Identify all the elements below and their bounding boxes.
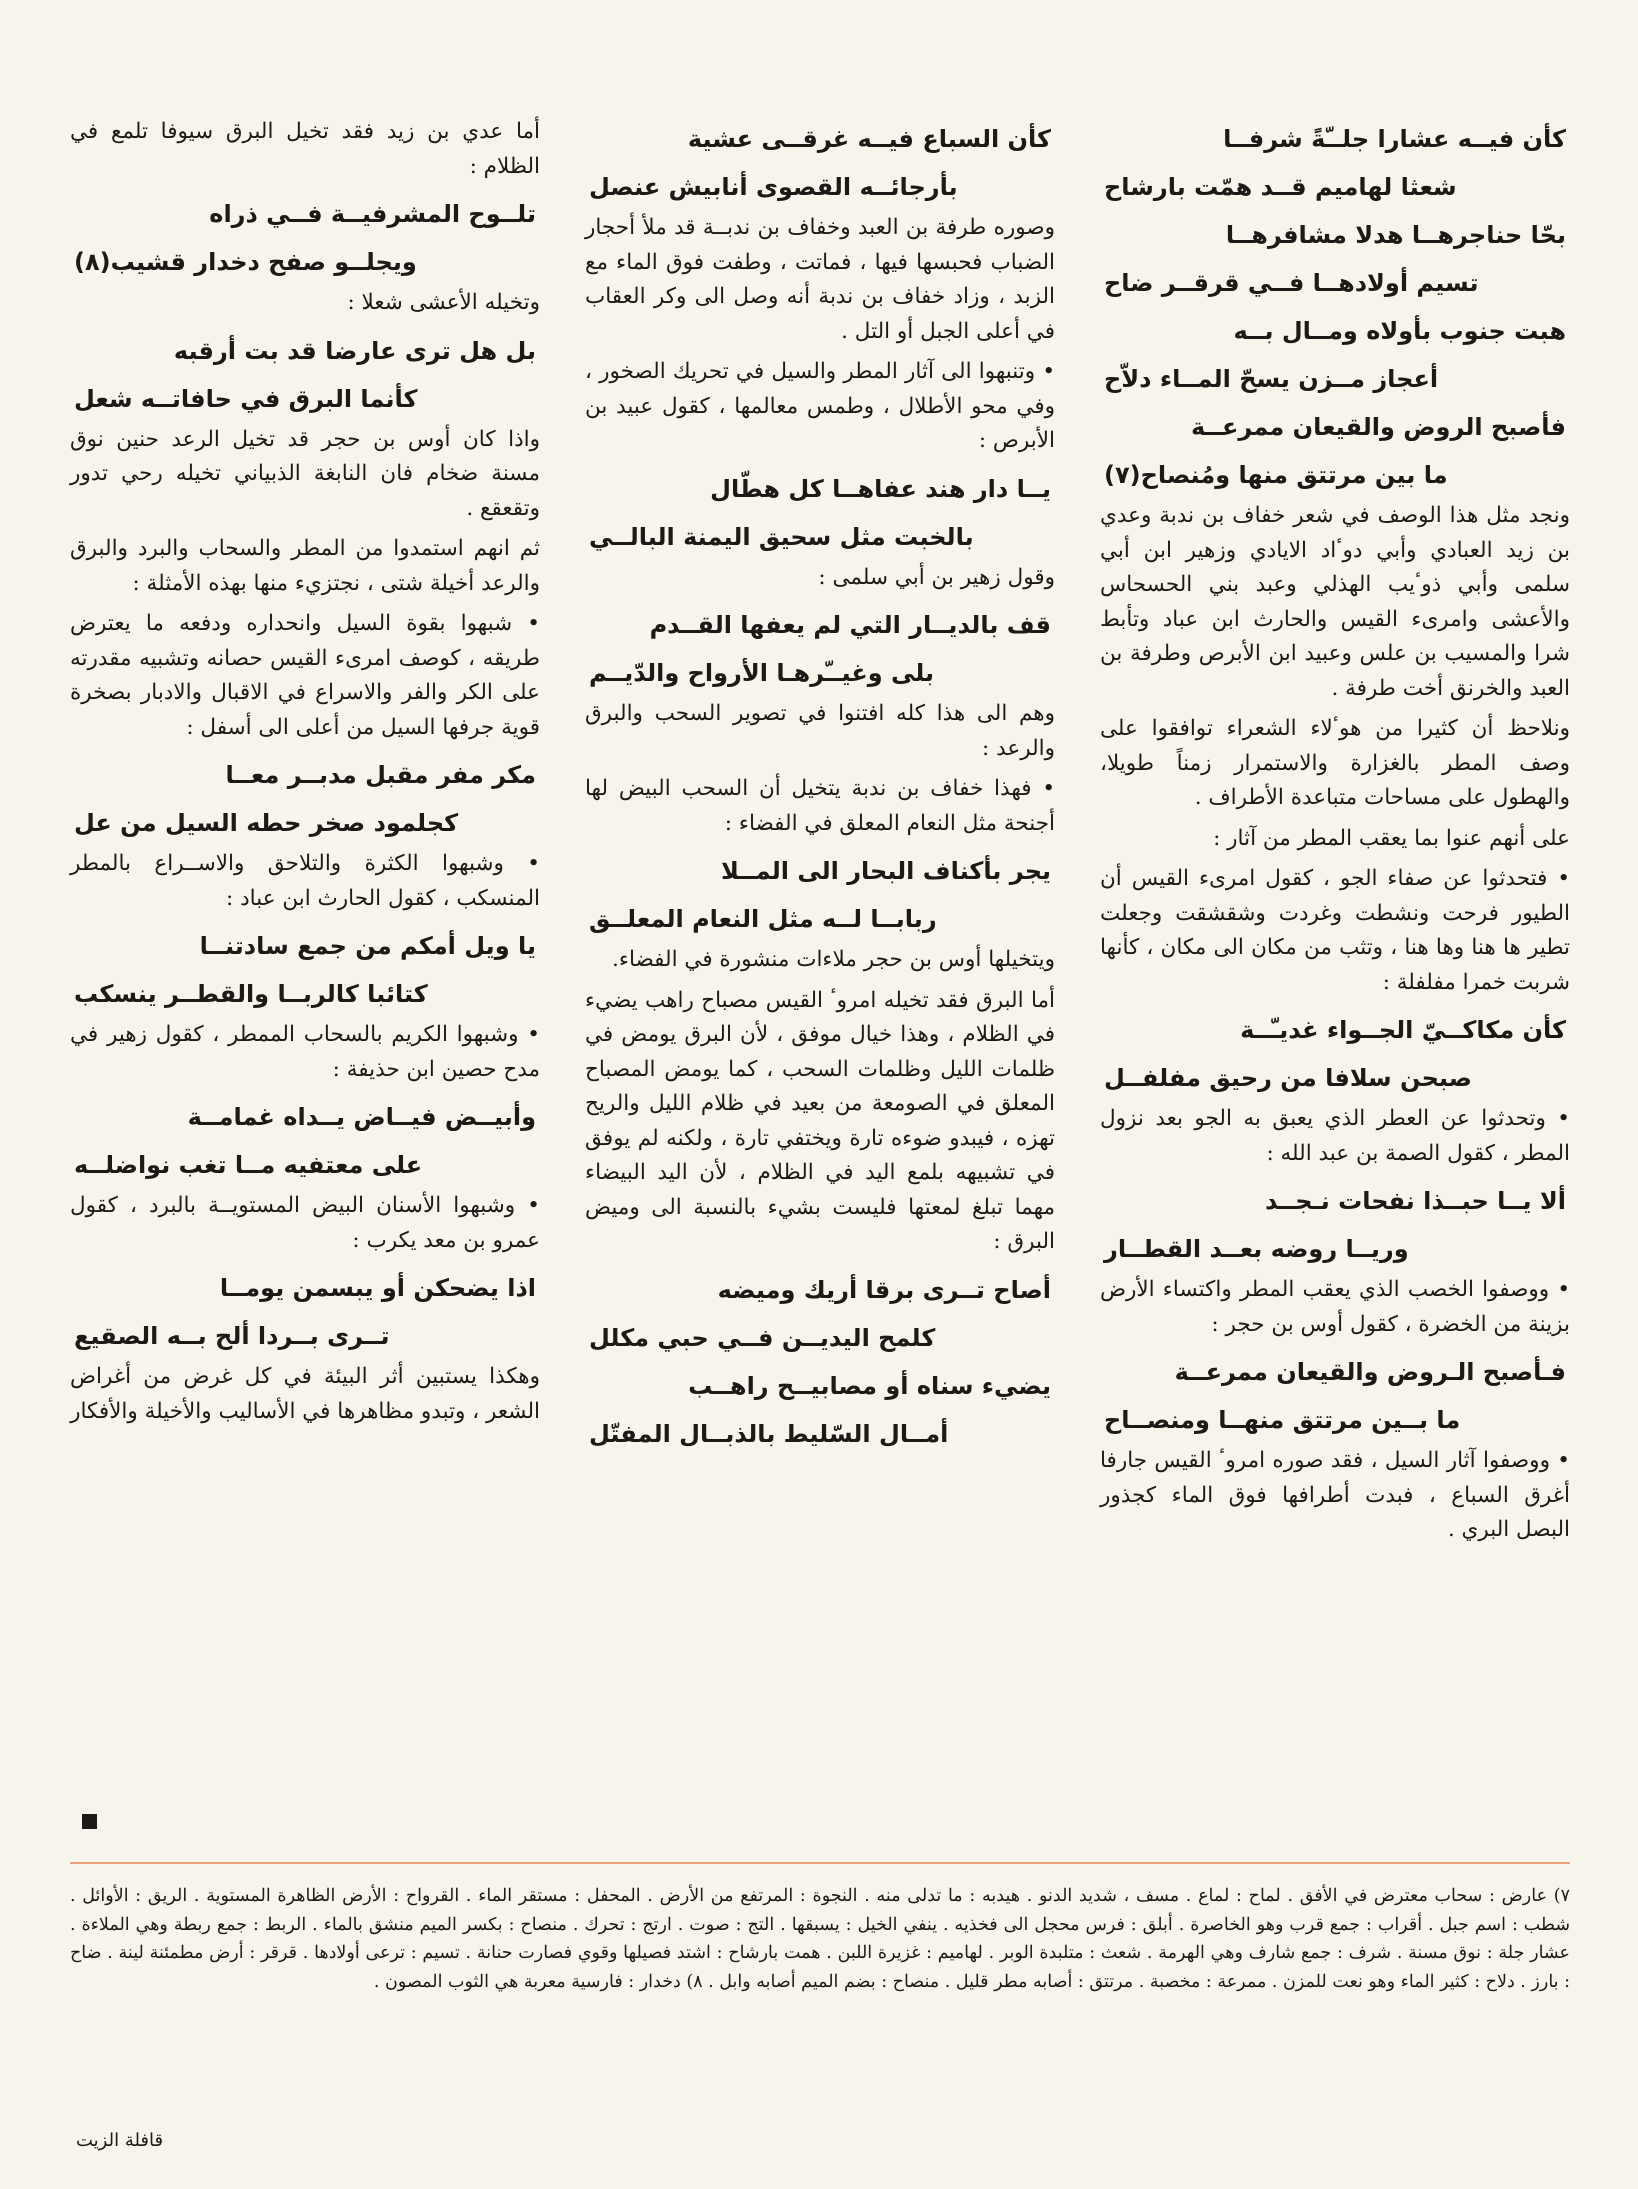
verse-line-second-hemistich: بالخبت مثل سحيق اليمنة البالــي [589, 522, 974, 551]
body-paragraph: • فهذا خفاف بن ندبة يتخيل أن السحب البيض لها أجنحة مثل النعام المعلق في الفضاء : [585, 776, 1055, 836]
body-paragraph: • وتنبهوا الى آثار المطر والسيل في تحريك الصخور ، وفي محو الأطلال ، وطمس معالمها ، كقول عبيد بن الأبرص : [585, 359, 1055, 453]
body-paragraph: ثم انهم استمدوا من المطر والسحاب والبرد والبرق والرعد أخيلة شتى ، نجتزيء منها بهذه الأمثلة : [70, 536, 540, 596]
verse-line-second-hemistich: ما بــين مرتتق منهــا ومنصــاح [1104, 1406, 1461, 1434]
verse-line-first-hemistich: أصاح تــرى برقا أريك وميضه [717, 1275, 1051, 1304]
verse-line-second-hemistich: كتائبا كالربــا والقطــر ينسكب [74, 980, 428, 1008]
verse-line-second-hemistich: كلمح اليديــن فــي حبي مكلل [589, 1323, 936, 1352]
body-paragraph: ويتخيلها أوس بن حجر ملاءات منشورة في الفضاء. [612, 947, 1055, 972]
verse-line-first-hemistich: كأن مكاكــيّ الجــواء غديـّــة [1240, 1016, 1566, 1044]
body-paragraph: أما البرق فقد تخيله امروٴ القيس مصباح راهب يضيء في الظلام ، وهذا خيال موفق ، لأن البرق يومض في ظلمات الليل وظلمات السحب ، كما يومض المصباح المعلق في الصومعة من بعيد في ظلام الليل والريح تهزه ، فيبدو ضوءه تارة ويختفي تارة ، ولكنه لم يوفق في تشبيهه بلمع اليد في الظلام ، لأن اليد البيضاء مهما تبلغ لمعتها فليست بشيء بالنسبة الى وميض البرق : [585, 987, 1055, 1254]
footnotes [70, 1882, 1570, 1996]
verse-line-second-hemistich: شعثا لهاميم قــد همّت بارشاح [1104, 173, 1457, 201]
verse-line-second-hemistich: كجلمود صخر حطه السيل من عل [74, 809, 459, 837]
verse-line-first-hemistich: يا ويل أمكم من جمع سادتنــا [199, 932, 536, 960]
body-paragraph: على أنهم عنوا بما يعقب المطر من آثار : [1213, 825, 1570, 851]
body-paragraph: وصوره طرفة بن العبد وخفاف بن ندبــة قد ملأ أحجار الضباب فحبسها فيها ، فماتت ، وطفت فوق الماء مع الزبد ، وزاد خفاف بن ندبة أنه وصل الى وكر العقاب في أعلى الجبل أو التل . [585, 215, 1055, 344]
verse-line-first-hemistich: فأصبح الروض والقيعان ممرعــة [1191, 413, 1566, 441]
verse-line-first-hemistich: بل هل ترى عارضا قد بت أرقبه [173, 336, 536, 365]
verse-line-second-hemistich: على معتفيه مــا تغب نواضلــه [74, 1151, 423, 1179]
column-right [1100, 115, 1570, 1880]
verse-line-first-hemistich: هبت جنوب بأولاه ومــال بــه [1233, 317, 1566, 345]
body-paragraph: • ووصفوا الخصب الذي يعقب المطر واكتساء الأرض بزينة من الخضرة ، كقول أوس بن حجر : [1100, 1277, 1570, 1337]
verse-line-first-hemistich: ألا يــا حبــذا نفحات نـجــد [1264, 1187, 1566, 1215]
body-paragraph: • وشبهوا الأسنان البيض المستويــة بالبرد ، كقول عمرو بن معد يكرب : [70, 1193, 540, 1253]
body-paragraph: أما عدي بن زيد فقد تخيل البرق سيوفا تلمع في الظلام : [70, 119, 540, 179]
verse-line-first-hemistich: وأبيــض فيــاض يــداه غمامــة [187, 1103, 536, 1131]
body-paragraph: • وتحدثوا عن العطر الذي يعبق به الجو بعد نزول المطر ، كقول الصمة بن عبد الله : [1100, 1106, 1570, 1166]
body-paragraph: • وشبهوا الكريم بالسحاب الممطر ، كقول زهير في مدح حصين ابن حذيفة : [70, 1022, 540, 1082]
verse-line-second-hemistich: تــرى بــردا ألح بــه الصقيع [74, 1322, 390, 1350]
body-paragraph: ونجد مثل هذا الوصف في شعر خفاف بن ندبة وعدي بن زيد العبادي وأبي دوٴاد الايادي وزهير ابن أبي سلمى وأبي ذوٴيب الهذلي وعبد بني الحسحاس والأعشى وامرىء القيس والحارث ابن عباد وتأبط شرا والمسيب بن علس وعبيد ابن الأبرص وطرفة بن العبد والخرنق أخت طرفة . [1100, 503, 1570, 701]
column-left [70, 115, 540, 1880]
verse-line-second-hemistich: تسيم أولادهــا فــي قرقــر ضاح [1104, 269, 1479, 297]
verse-line-first-hemistich: قف بالديــار التي لم يعفها القــدم [649, 611, 1051, 639]
body-paragraph: واذا كان أوس بن حجر قد تخيل الرعد حنين نوق مسنة ضخام فان النابغة الذبياني تخيله رحي تدور وتقعقع . [70, 426, 540, 521]
verse-line-first-hemistich: يضيء سناه أو مصابيــح راهــب [688, 1371, 1051, 1400]
body-paragraph: وهم الى هذا كله افتنوا في تصوير السحب والبرق والرعد : [585, 701, 1055, 761]
verse-line-first-hemistich: كأن السباع فيــه غرقــى عشية [687, 125, 1051, 153]
verse-line-second-hemistich: ويجلــو صفح دخدار قشيب(٨) [74, 248, 417, 276]
verse-line-first-hemistich: فـأصبح الـروض والقيعان ممرعــة [1174, 1358, 1566, 1386]
verse-line-second-hemistich: ما بين مرتتق منها ومُنصاح(٧) [1104, 461, 1448, 489]
footnote-separator [70, 1862, 1570, 1864]
body-paragraph: • ووصفوا آثار السيل ، فقد صوره امروٴ القيس جارفا أغرق السباع ، فبدت أطرافها فوق الماء كجذور البصل البري . [1100, 1448, 1570, 1542]
body-paragraph: ونلاحظ أن كثيرا من هوٴلاء الشعراء توافقوا على وصف المطر بالغزارة والاستمرار زمناً طويلا، والهطول على مساحات متباعدة الأطراف . [1100, 716, 1570, 810]
verse-line-second-hemistich: وريــا روضه بعــد القطــار [1104, 1235, 1409, 1263]
magazine-name-footer: قافلة الزيت [76, 2130, 164, 2151]
footnote-text: ٧) عارض : سحاب معترض في الأفق . لماح : لماع . مسف ، شديد الدنو . هيدبه : ما تدلى منه . النجوة : المرتفع من الأرض . المحفل : مستقر الماء . القرواح : الأرض الظاهرة المستوية . الريق : الأوائل . شطب : اسم جبل . أقراب : جمع قرب وهو الخاصرة . أبلق : فرس محجل الى فخذيه . ينفي الخيل : يسبقها . التج : صوت . ارتج : تحرك . منصاح : بكسر الميم منشق بالماء . الربط : جمع ربطة وهي الملاءة . عشار جلة : نوق مسنة . شرف : جمع شارف وهي الهرمة . شعث : متلبدة الوبر . لهاميم : غزيرة اللبن . همت بارشاح : اشتد فصيلها وقوي فصارت حنانة . تسيم : ترعى أولادها . قرقر : أرض مطمئنة لينة . ضاح : بارز . دلاح : كثير الماء وهو نعت للمزن . ممرعة : مخصبة . مرتتق : أصابه مطر قليل . منصاح : بضم الميم أصابه وابل . ٨) دخدار : فارسية معربة هي الثوب المصون . [70, 1886, 1570, 1992]
verse-line-second-hemistich: أمــال السّليط بالذبــال المفتّل [589, 1419, 949, 1448]
verse-line-first-hemistich: يــا دار هند عفاهــا كل هطّال [710, 474, 1051, 503]
verse-line-first-hemistich: اذا يضحكن أو يبسمن يومــا [219, 1274, 536, 1302]
verse-line-second-hemistich: بلى وغيــّرهـا الأرواح والدّيــم [589, 659, 935, 687]
body-paragraph: • فتحدثوا عن صفاء الجو ، كقول امرىء القيس أن الطيور فرحت ونشطت وغردت وشقشقت وجعلت تطير ها هنا وها هنا ، وتثب من مكان الى مكان ، كأنها شربت خمرا مفلفلة : [1100, 866, 1570, 995]
body-paragraph: وهكذا يستبين أثر البيئة في كل غرض من أغراض الشعر ، وتبدو مظاهرها في الأساليب والأخيلة والأفكار [70, 1364, 540, 1424]
verse-line-second-hemistich: أعجاز مــزن يسحّ المــاء دلاّح [1104, 365, 1439, 393]
body-paragraph: • وشبهوا الكثرة والتلاحق والاســراع بالمطر المنسكب ، كقول الحارث ابن عباد : [70, 851, 540, 911]
verse-line-second-hemistich: كأنما البرق في حافاتــه شعل [74, 384, 418, 413]
end-of-article-mark [82, 1814, 97, 1829]
verse-line-second-hemistich: ربابــا لــه مثل النعام المعلــق [589, 905, 937, 933]
verse-line-first-hemistich: يجر بأكناف البحار الى المــلا [721, 857, 1051, 885]
article-columns [70, 115, 1570, 1880]
verse-line-second-hemistich: بأرجائــه القصوى أنابيش عنصل [589, 173, 958, 201]
body-paragraph: وقول زهير بن أبي سلمى : [818, 564, 1055, 590]
verse-line-first-hemistich: مكر مفر مقبل مدبــر معــا [225, 761, 536, 789]
column-middle [585, 115, 1055, 1880]
verse-line-second-hemistich: صبحن سلافا من رحيق مفلفــل [1104, 1064, 1472, 1092]
verse-line-first-hemistich: تلــوح المشرفيــة فــي ذراه [209, 200, 536, 228]
verse-line-first-hemistich: بحّا حناجرهــا هدلا مشافرهــا [1225, 221, 1566, 249]
verse-line-first-hemistich: كأن فيــه عشارا جلــّةً شرفــا [1223, 125, 1566, 153]
body-paragraph: وتخيله الأعشى شعلا : [347, 290, 540, 315]
body-paragraph: • شبهوا بقوة السيل وانحداره ودفعه ما يعترض طريقه ، كوصف امرىء القيس حصانه وتشبيه مقدرته على الكر والفر والاسراع في الاقبال والادبار بصخرة قوية جرفها السيل من أعلى الى أسفل : [70, 611, 540, 740]
